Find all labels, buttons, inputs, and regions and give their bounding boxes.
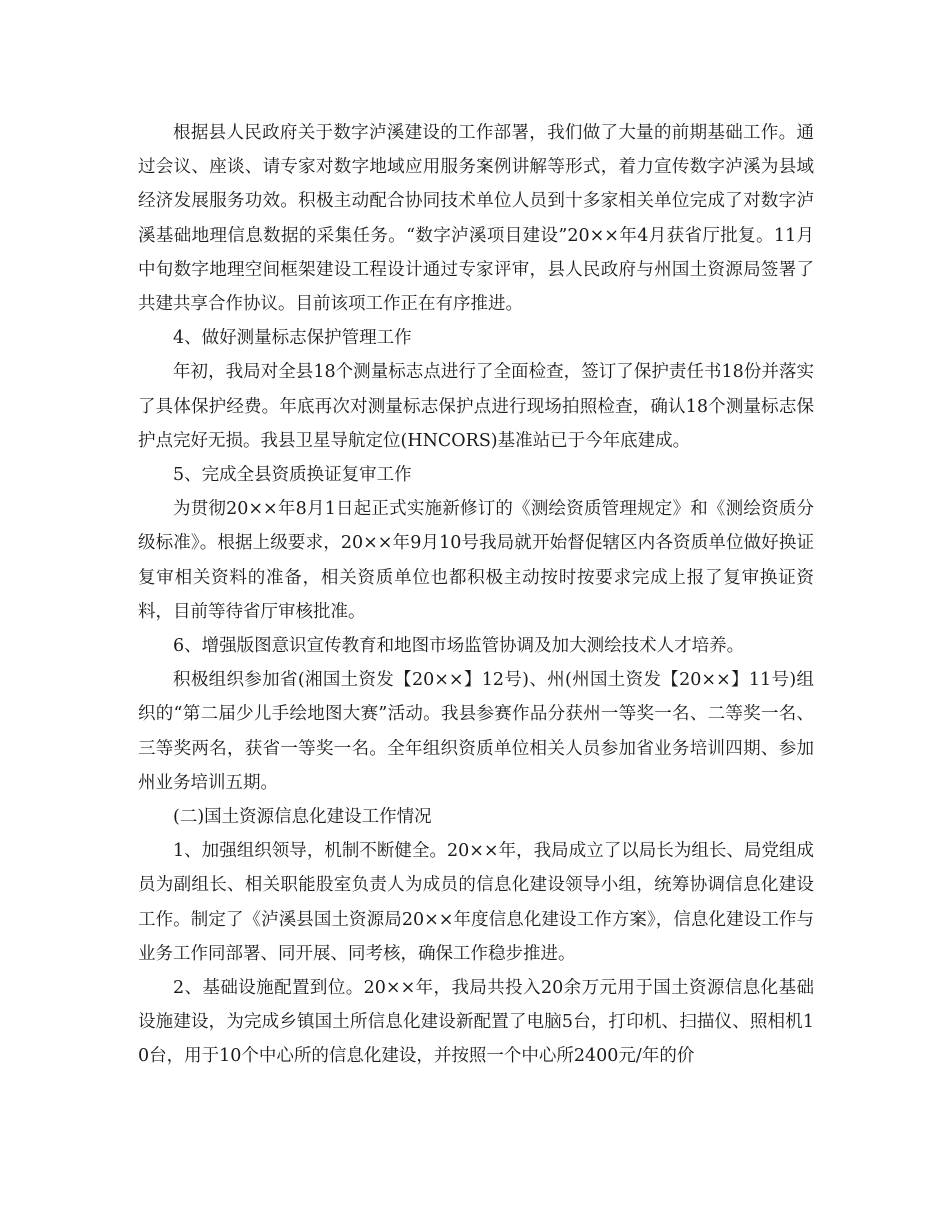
paragraph-digital-luxi: 根据县人民政府关于数字泸溪建设的工作部署，我们做了大量的前期基础工作。通过会议、座谈、请专家对数字地域应用服务案例讲解等形式，着力宣传数字泸溪为县域经济发展服务功效。积极主动配合协同技术单位人员到十多家相关单位完成了对数字泸溪基础地理信息数据的采集任务。“数字泸溪项目建设”20××年4月获省厅批复。11月中旬数字地理空间框架建设工程设计通过专家评审，县人民政府与州国土资源局签署了共建共享合作协议。目前该项工作正在有序推进。 [138, 123, 814, 315]
heading-informatization-section: (二)国土资源信息化建设工作情况 [173, 807, 432, 828]
heading-map-awareness: 6、增强版图意识宣传教育和地图市场监管协调及加大测绘技术人才培养。 [173, 636, 745, 657]
heading-survey-marker-protection: 4、做好测量标志保护管理工作 [173, 328, 412, 349]
paragraph-qualification-renewal: 为贯彻20××年8月1日起正式实施新修订的《测绘资质管理规定》和《测绘资质分级标准》。根据上级要求，20××年9月10号我局就开始督促辖区内各资质单位做好换证复审相关资料的准备，相关资质单位也都积极主动按时按要求完成上报了复审换证资料，目前等待省厅审核批准。 [138, 499, 814, 622]
paragraph-organization-leadership: 1、加强组织领导，机制不断健全。20××年，我局成立了以局长为组长、局党组成员为副组长、相关职能股室负责人为成员的信息化建设领导小组，统筹协调信息化建设工作。制定了《泸溪县国土资源局20××年度信息化建设工作方案》，信息化建设工作与业务工作同部署、同开展、同考核，确保工作稳步推进。 [138, 841, 814, 964]
paragraph-infrastructure: 2、基础设施配置到位。20××年，我局共投入20余万元用于国土资源信息化基础设施建设，为完成乡镇国土所信息化建设新配置了电脑5台，打印机、扫描仪、照相机10台，用于10个中心所的信息化建设，并按照一个中心所2400元/年的价 [138, 978, 814, 1067]
heading-qualification-renewal: 5、完成全县资质换证复审工作 [173, 465, 412, 486]
paragraph-map-contest: 积极组织参加省(湘国土资发【20××】12号)、州(州国土资发【20××】11号)组织的“第二届少儿手绘地图大赛”活动。我县参赛作品分获州一等奖一名、二等奖一名、三等奖两名，获省一等奖一名。全年组织资质单位相关人员参加省业务培训四期、参加州业务培训五期。 [138, 670, 814, 793]
paragraph-survey-marker-inspection: 年初，我局对全县18个测量标志点进行了全面检查，签订了保护责任书18份并落实了具体保护经费。年底再次对测量标志保护点进行现场拍照检查，确认18个测量标志保护点完好无损。我县卫星导航定位(HNCORS)基准站已于今年底建成。 [138, 362, 814, 451]
